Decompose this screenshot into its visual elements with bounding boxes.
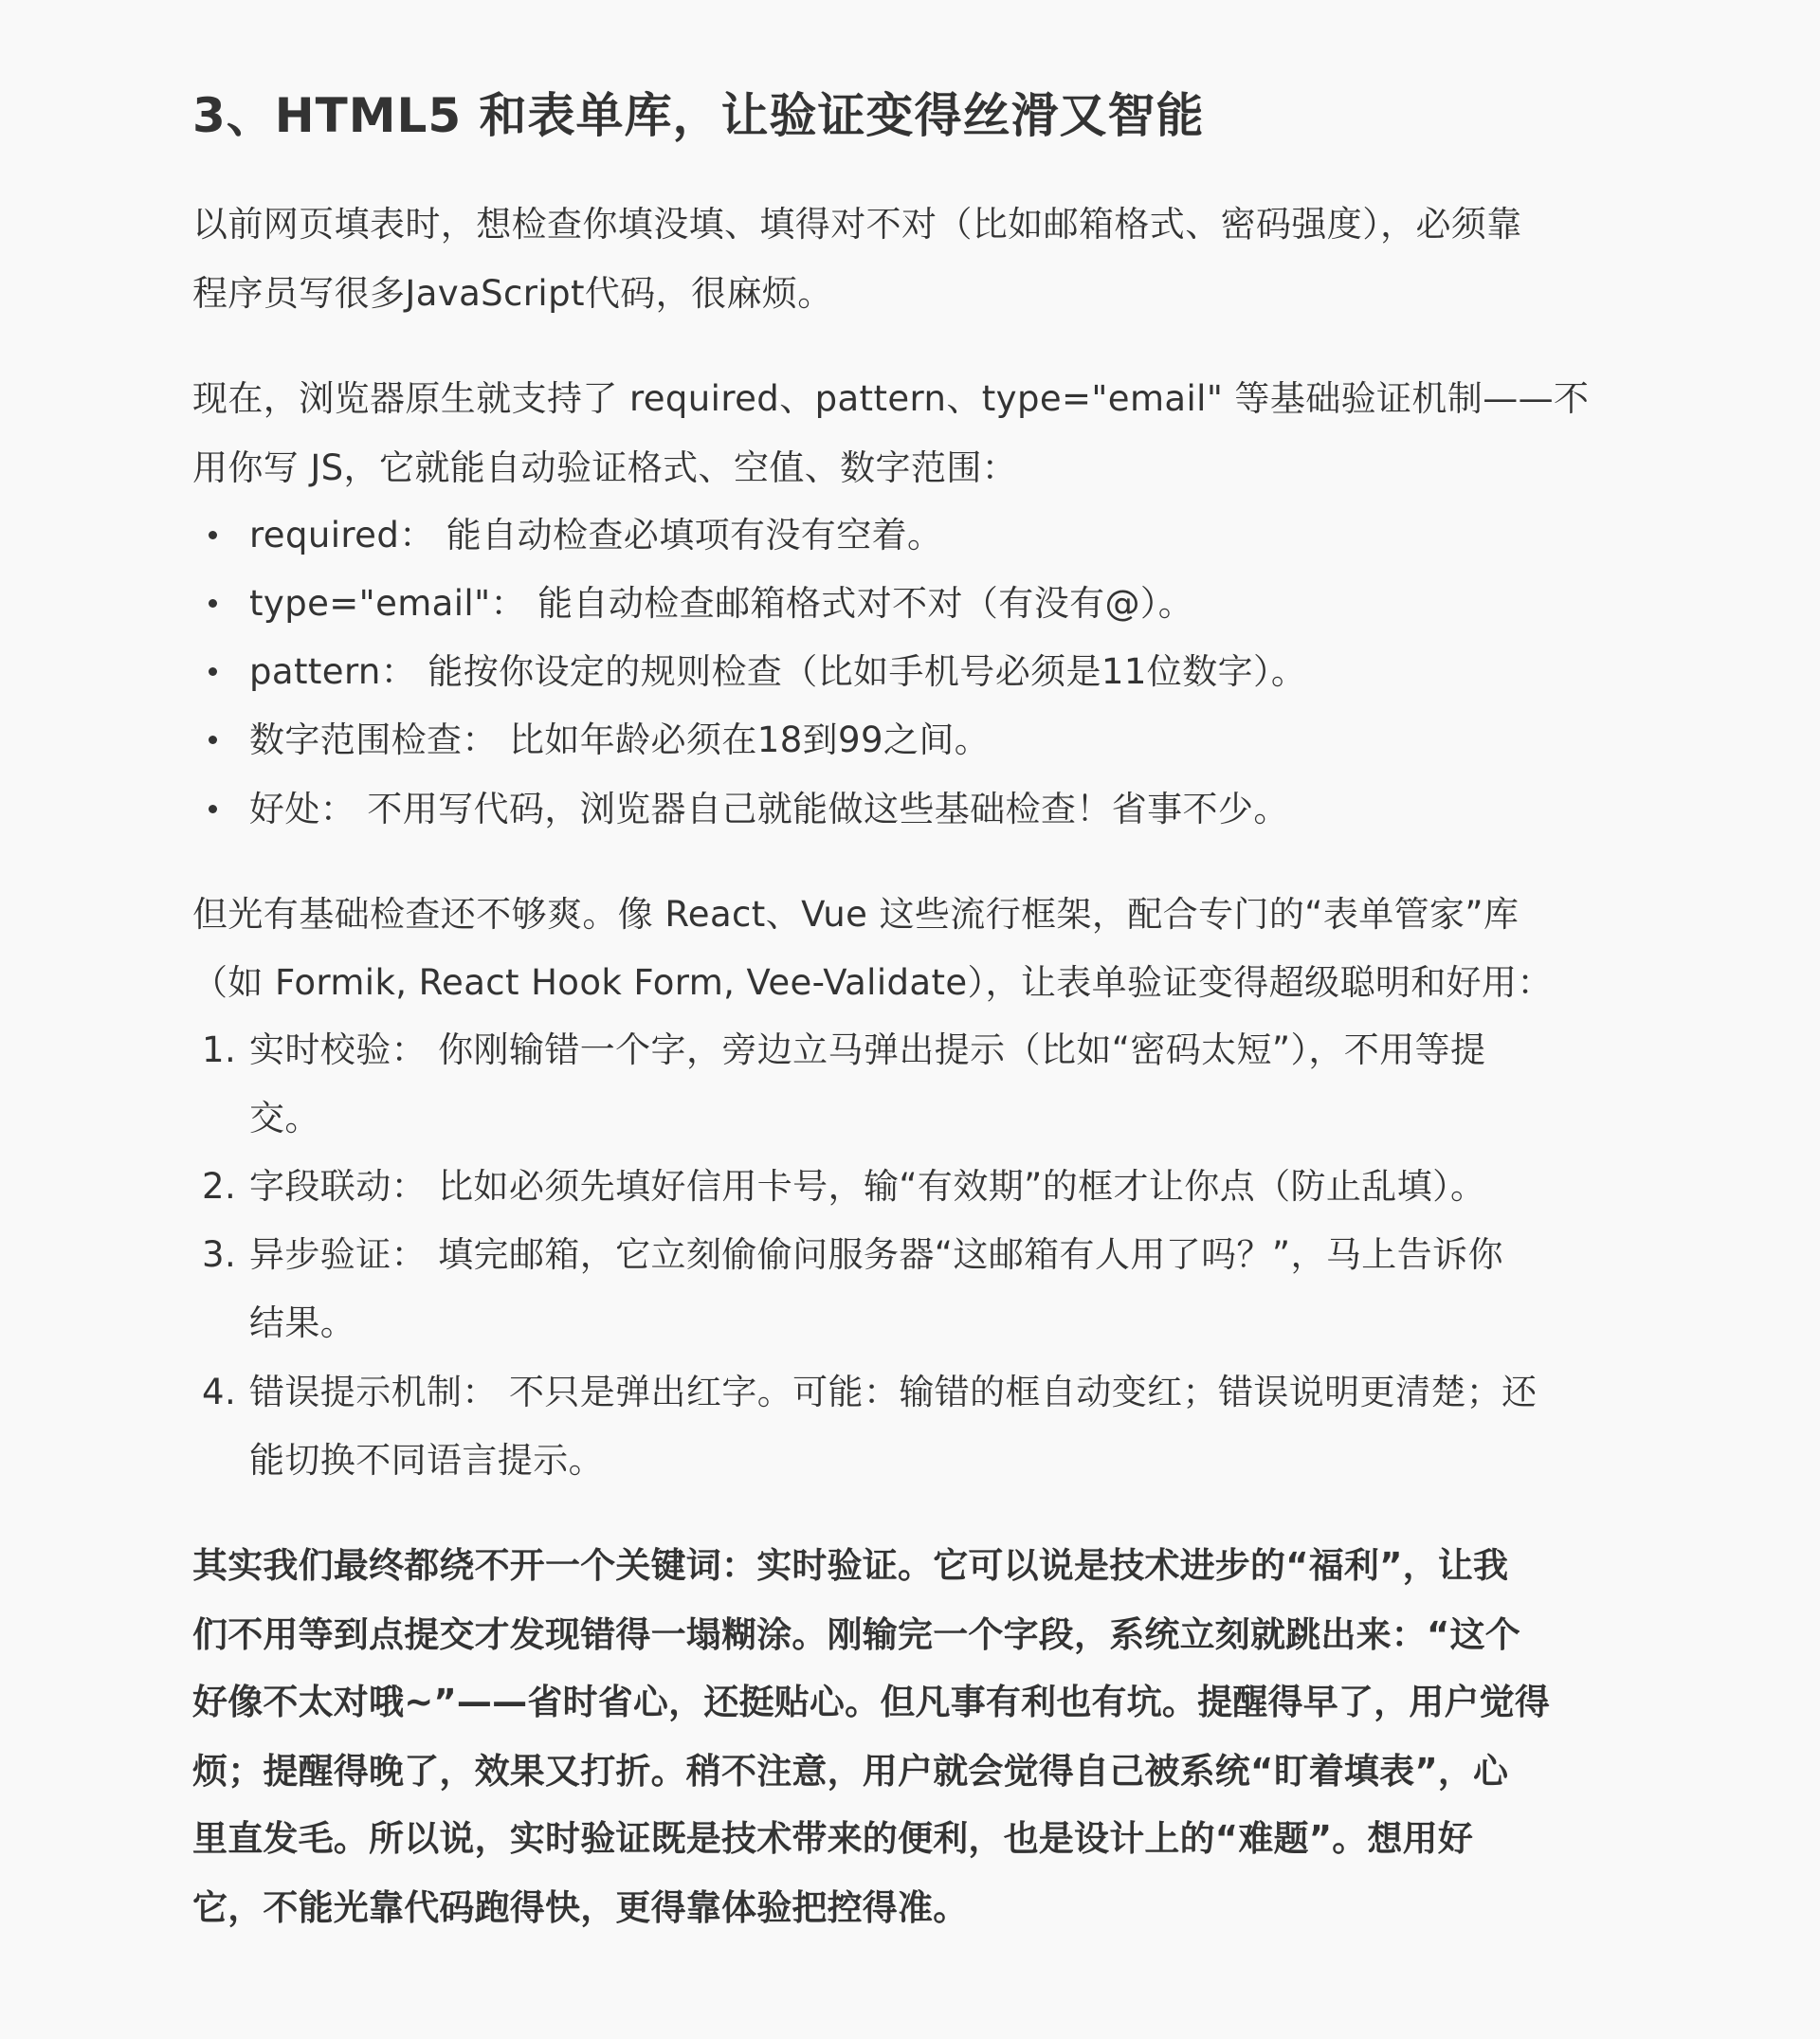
numbered-item-1 [192, 1016, 1614, 1138]
item-text-continued: 交。 [249, 1098, 320, 1138]
item-text: 错误提示机制： 不只是弹出红字。可能：输错的框自动变红；错误说明更清楚；还 [249, 1372, 1538, 1412]
conclusion-line-4: 烦；提醒得晚了，效果又打折。稍不注意，用户就会觉得自己被系统“盯着填表”，心 [192, 1751, 1509, 1792]
item-text: 字段联动： 比如必须先填好信用卡号，输“有效期”的框才让你点（防止乱填）。 [249, 1166, 1486, 1207]
numbered-item-2 [192, 1153, 1614, 1221]
bullet-text: 好处： 不用写代码，浏览器自己就能做这些基础检查！省事不少。 [249, 789, 1289, 829]
paragraph-2-line-1: 现在，浏览器原生就支持了 required、pattern、type="email" 等基础验证机制——不 [192, 378, 1590, 419]
conclusion-line-6: 它，不能光靠代码跑得快，更得靠体验把控得准。 [192, 1887, 969, 1928]
bullet-text: pattern： 能按你设定的规则检查（比如手机号必须是11位数字）。 [249, 651, 1307, 692]
bullet-item [192, 775, 1614, 844]
bullet-icon [209, 805, 217, 813]
bullet-item [192, 570, 1614, 638]
item-number: 2. [202, 1166, 237, 1207]
conclusion-line-5: 里直发毛。所以说，实时验证既是技术带来的便利，也是设计上的“难题”。想用好 [192, 1818, 1474, 1859]
item-number: 4. [202, 1372, 237, 1412]
paragraph-3-line-2: （如 Formik, React Hook Form, Vee-Validate），让表单验证变得超级聪明和好用： [192, 962, 1553, 1003]
item-text-continued: 结果。 [249, 1302, 356, 1343]
bullet-text: required： 能自动检查必填项有没有空着。 [249, 515, 943, 555]
item-number: 1. [202, 1029, 237, 1070]
numbered-item-4 [192, 1358, 1614, 1481]
conclusion-line-1: 其实我们最终都绕不开一个关键词：实时验证。它可以说是技术进步的“福利”，让我 [192, 1545, 1509, 1586]
bullet-icon [209, 599, 217, 608]
bullet-icon [209, 667, 217, 676]
numbered-item-3 [192, 1221, 1614, 1343]
section-heading: 3、HTML5 和表单库，让验证变得丝滑又智能 [192, 88, 1205, 143]
paragraph-2-line-2: 用你写 JS，它就能自动验证格式、空值、数字范围： [192, 447, 1018, 488]
bullet-item [192, 706, 1614, 774]
conclusion-line-3: 好像不太对哦~”——省时省心，还挺贴心。但凡事有利也有坑。提醒得早了，用户觉得 [192, 1682, 1551, 1722]
bullet-icon [209, 736, 217, 744]
paragraph-1-line-2: 程序员写很多JavaScript代码，很麻烦。 [192, 273, 833, 314]
item-text: 异步验证： 填完邮箱，它立刻偷偷问服务器“这邮箱有人用了吗？”，马上告诉你 [249, 1234, 1503, 1275]
bullet-text: 数字范围检查： 比如年龄必须在18到99之间。 [249, 719, 991, 760]
paragraph-3-line-1: 但光有基础检查还不够爽。像 React、Vue 这些流行框架，配合专门的“表单管家”库 [192, 894, 1520, 935]
bullet-item [192, 638, 1614, 706]
bullet-text: type="email"： 能自动检查邮箱格式对不对（有没有@）。 [249, 583, 1194, 624]
item-text: 实时校验： 你刚输错一个字，旁边立马弹出提示（比如“密码太短”），不用等提 [249, 1029, 1486, 1070]
conclusion-line-2: 们不用等到点提交才发现错得一塌糊涂。刚输完一个字段，系统立刻就跳出来：“这个 [192, 1614, 1520, 1655]
paragraph-1-line-1: 以前网页填表时，想检查你填没填、填得对不对（比如邮箱格式、密码强度），必须靠 [192, 204, 1522, 245]
item-number: 3. [202, 1234, 237, 1275]
bullet-item [192, 501, 1614, 570]
item-text-continued: 能切换不同语言提示。 [249, 1440, 604, 1481]
bullet-icon [209, 531, 217, 539]
